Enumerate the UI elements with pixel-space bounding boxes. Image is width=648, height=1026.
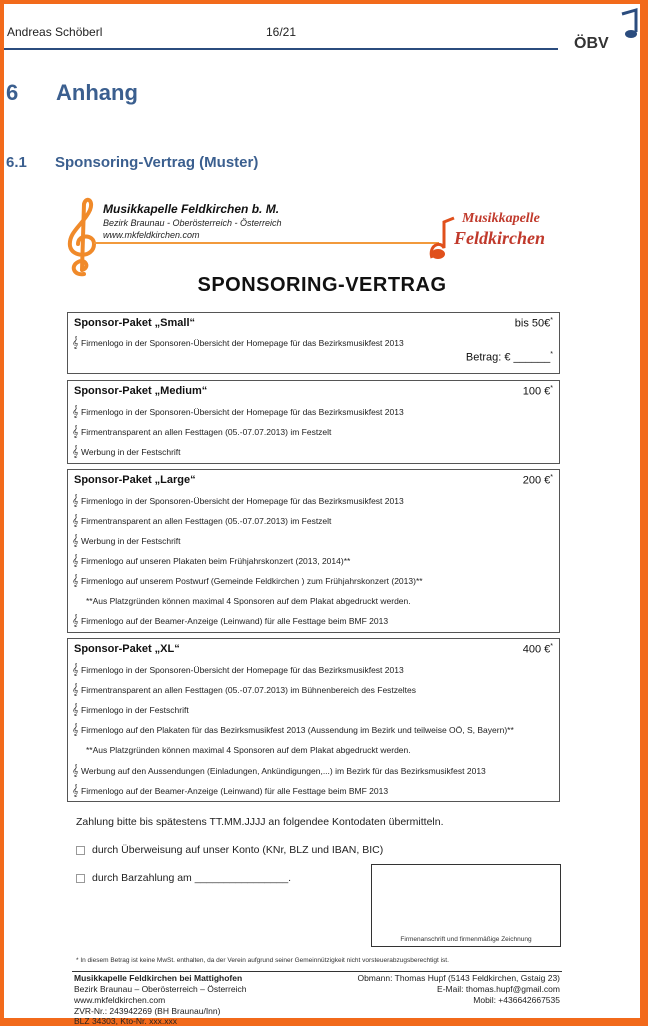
treble-clef-icon: 𝄞 [72, 426, 79, 438]
package-item: 𝄞 Firmenlogo auf der Beamer-Anzeige (Leinwand) für alle Festtage beim BMF 2013 [72, 615, 389, 627]
package-medium [67, 380, 560, 464]
checkbox[interactable] [76, 874, 85, 883]
package-footnote: **Aus Platzgründen können maximal 4 Sponsoren auf dem Plakat abgedruckt werden. [86, 745, 411, 755]
package-price: 200 €* [522, 474, 553, 487]
obv-logo-text: ÖBV [574, 35, 609, 52]
package-item: 𝄞 Firmentransparent an allen Festtagen (05.-07.07.2013) im Festzelt [72, 426, 332, 438]
section-number: 6.1 [6, 154, 27, 171]
package-name: Sponsor-Paket „Large“ [74, 474, 196, 486]
package-footnote: **Aus Platzgründen können maximal 4 Sponsoren auf dem Plakat abgedruckt werden. [86, 596, 411, 606]
package-item: 𝄞 Firmenlogo auf der Beamer-Anzeige (Leinwand) für alle Festtage beim BMF 2013 [72, 785, 389, 797]
package-item: 𝄞 Firmenlogo auf den Plakaten für das Bezirksmusikfest 2013 (Aussendung im Bezirk und teilweise OÖ, S, Bayern)** [72, 724, 514, 736]
package-name: Sponsor-Paket „Small“ [74, 317, 196, 329]
treble-clef-icon: 𝄞 [72, 535, 79, 547]
package-price: bis 50€* [514, 317, 553, 330]
treble-clef-icon: 𝄞 [72, 515, 79, 527]
treble-clef-icon: 𝄞 [72, 555, 79, 567]
package-item: 𝄞 Firmentransparent an allen Festtagen (05.-07.07.2013) im Bühnenbereich des Festzeltes [72, 684, 416, 696]
header-author: Andreas Schöberl [7, 25, 103, 39]
package-price: 100 €* [522, 385, 553, 398]
package-item: 𝄞 Firmenlogo in der Festschrift [72, 704, 189, 716]
checkbox[interactable] [76, 846, 85, 855]
header-page-number: 16/21 [266, 25, 297, 39]
package-price: 400 €* [522, 643, 553, 656]
footer-rule [72, 971, 562, 972]
package-item: 𝄞 Firmentransparent an allen Festtagen (05.-07.07.2013) im Festzelt [72, 515, 332, 527]
org-website: www.mkfeldkirchen.com [103, 230, 200, 240]
treble-clef-icon: 𝄞 [72, 446, 79, 458]
amount-field[interactable]: Betrag: € ______* [465, 351, 553, 364]
treble-clef-icon: 𝄞 [72, 704, 79, 716]
section-title: Sponsoring-Vertrag (Muster) [55, 154, 259, 171]
package-name: Sponsor-Paket „Medium“ [74, 385, 208, 397]
treble-clef-icon: 𝄞 [72, 765, 79, 777]
treble-clef-icon: 𝄞 [72, 615, 79, 627]
treble-clef-icon: 𝄞 [72, 337, 79, 349]
package-item: 𝄞 Firmenlogo auf unserem Postwurf (Gemeinde Feldkirchen ) zum Frühjahrskonzert (2013)** [72, 575, 423, 587]
package-item: 𝄞 Werbung in der Festschrift [72, 446, 181, 458]
footer-email: E-Mail: thomas.hupf@gmail.com [437, 984, 560, 994]
package-name: Sponsor-Paket „XL“ [74, 643, 180, 655]
treble-clef-icon: 𝄞 [72, 575, 79, 587]
footer-website: www.mkfeldkirchen.com [74, 995, 166, 1005]
org-name: Musikkapelle Feldkirchen b. M. [103, 202, 280, 216]
brand-line-2: Feldkirchen [454, 228, 546, 248]
signature-label: Firmenanschrift und firmenmäßige Zeichnung [400, 936, 532, 943]
brand-line-1: Musikkapelle [462, 211, 540, 226]
treble-clef-icon: 𝄞 [72, 785, 79, 797]
package-item: 𝄞 Werbung in der Festschrift [72, 535, 181, 547]
package-small [67, 312, 560, 374]
footer-region: Bezirk Braunau – Oberösterreich – Österreich [74, 984, 247, 994]
footer-mobile: Mobil: +436642667535 [473, 995, 560, 1005]
footer-org-name: Musikkapelle Feldkirchen bei Mattighofen [74, 973, 243, 983]
treble-clef-icon: 𝄞 [72, 495, 79, 507]
package-item: 𝄞 Firmenlogo in der Sponsoren-Übersicht der Homepage für das Bezirksmusikfest 2013 [72, 664, 404, 676]
musikkapelle-logo [424, 200, 564, 262]
treble-clef-icon: 𝄞 [72, 724, 79, 736]
letterhead-rule [94, 242, 439, 244]
treble-clef-icon: 𝄞 [72, 406, 79, 418]
package-xl [67, 638, 560, 802]
treble-clef-icon [64, 196, 100, 278]
package-item: 𝄞 Firmenlogo auf unseren Plakaten beim Frühjahrskonzert (2013, 2014)** [72, 555, 351, 567]
chapter-number: 6 [6, 80, 19, 105]
footer-chairman: Obmann: Thomas Hupf (5143 Feldkirchen, Gstaig 23) [357, 973, 560, 983]
package-item: 𝄞 Firmenlogo in der Sponsoren-Übersicht der Homepage für das Bezirksmusikfest 2013 [72, 406, 404, 418]
footer-bank: BLZ 34303, Kto-Nr. xxx.xxx [74, 1016, 177, 1026]
obv-logo [570, 8, 640, 58]
footer-zvr: ZVR-Nr.: 243942269 (BH Braunau/Inn) [74, 1006, 221, 1016]
payment-option-transfer[interactable]: durch Überweisung auf unser Konto (KNr, BLZ und IBAN, BIC) [76, 844, 383, 856]
treble-clef-icon: 𝄞 [72, 664, 79, 676]
package-large [67, 469, 560, 633]
treble-clef-icon: 𝄞 [72, 684, 79, 696]
payment-instruction: Zahlung bitte bis spätestens TT.MM.JJJJ an folgendee Kontodaten übermitteln. [76, 816, 444, 828]
package-item: 𝄞 Firmenlogo in der Sponsoren-Übersicht der Homepage für das Bezirksmusikfest 2013 [72, 495, 404, 507]
contract-title: SPONSORING-VERTRAG [197, 274, 447, 296]
org-region: Bezirk Braunau - Oberösterreich - Österreich [103, 218, 282, 228]
package-item: 𝄞 Werbung auf den Aussendungen (Einladungen, Ankündigungen,...) im Bezirk für das Bezirksmusikfest 2013 [72, 765, 486, 777]
vat-note: * In diesem Betrag ist keine MwSt. enthalten, da der Verein aufgrund seiner Gemeinnützigkeit nicht vorsteuerabzugsberechtigt ist. [76, 957, 449, 964]
document-page [4, 4, 640, 1026]
package-item: 𝄞 Firmenlogo in der Sponsoren-Übersicht der Homepage für das Bezirksmusikfest 2013 [72, 337, 404, 349]
payment-option-cash[interactable]: durch Barzahlung am ________________. [76, 872, 291, 884]
signature-box[interactable] [371, 864, 561, 947]
chapter-title: Anhang [56, 80, 138, 105]
header-rule [4, 48, 558, 50]
